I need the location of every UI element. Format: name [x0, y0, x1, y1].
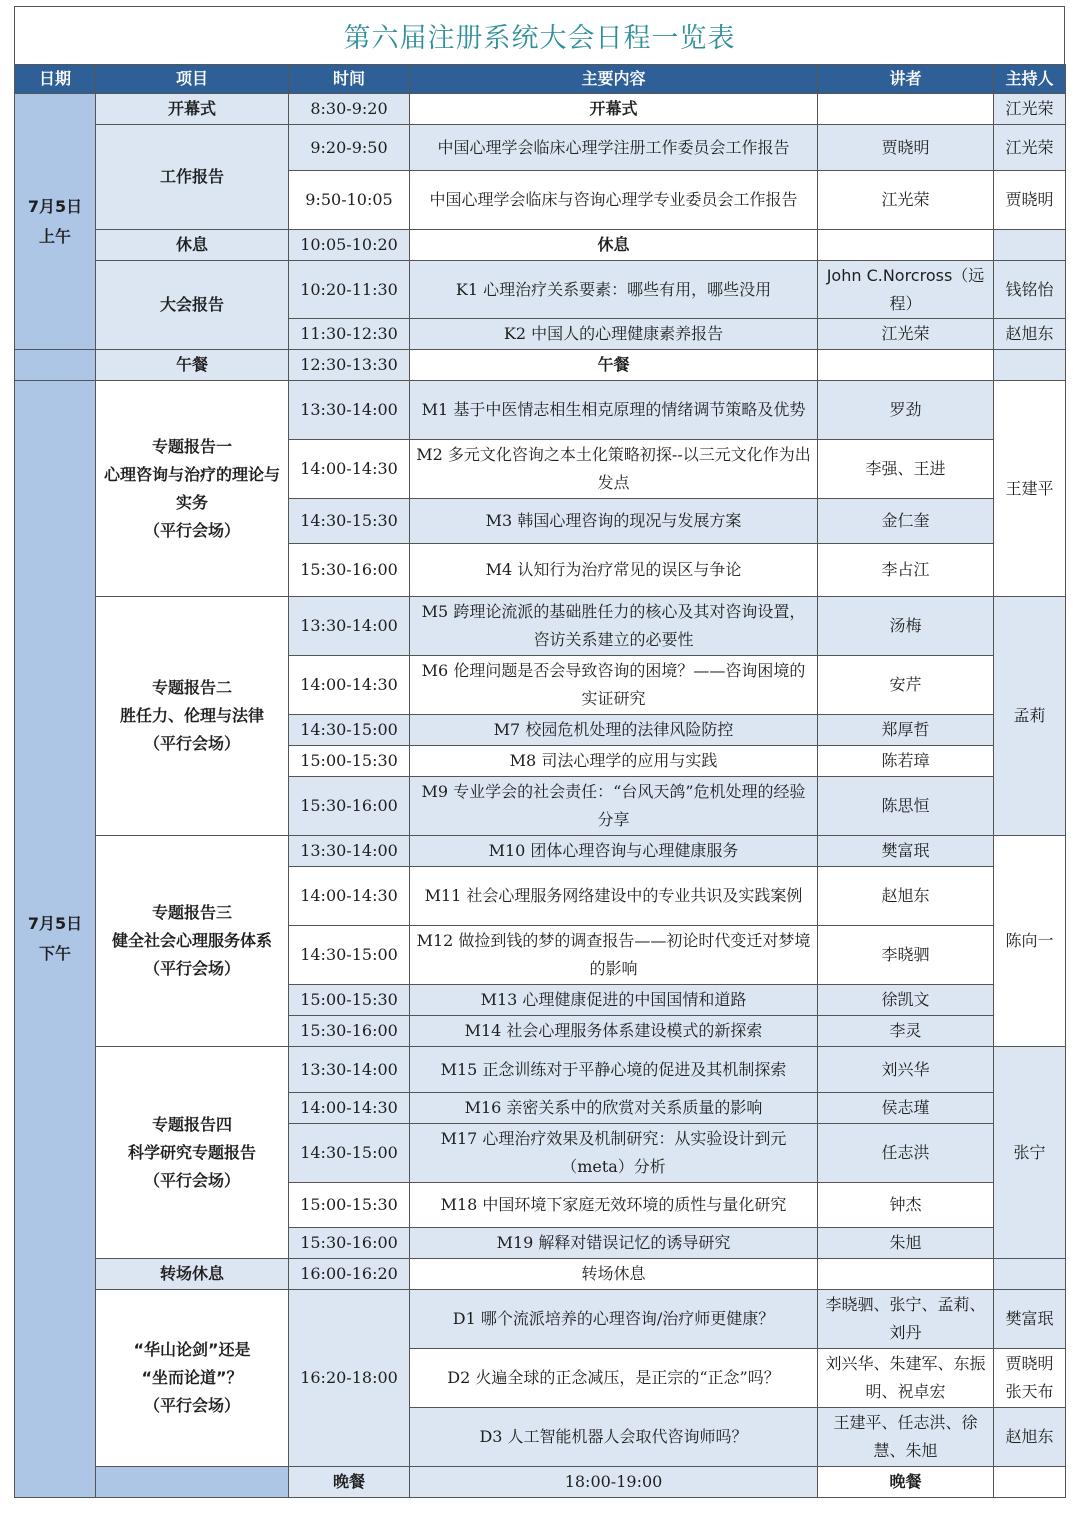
time-cell: 13:30-14:00 [289, 836, 410, 867]
item-topic2: 专题报告二 胜任力、伦理与法律 （平行会场） [96, 597, 289, 836]
speaker-cell: 刘兴华、朱建军、东振明、祝卓宏 [818, 1349, 994, 1408]
time-cell: 16:20-18:00 [289, 1290, 410, 1467]
date-afternoon: 7月5日 下午 [15, 381, 96, 1498]
item-debate: “华山论剑”还是 “坐而论道”？ （平行会场） [96, 1290, 289, 1467]
table-row [15, 1047, 1066, 1093]
time-cell: 14:30-15:00 [289, 1124, 410, 1183]
item-topic4: 专题报告四 科学研究专题报告 （平行会场） [96, 1047, 289, 1259]
host-cell: 孟莉 [994, 597, 1066, 836]
time-cell: 16:00-16:20 [289, 1259, 410, 1290]
content-cell: M9 专业学会的社会责任：“台风天鸽”危机处理的经验分享 [410, 777, 818, 836]
speaker-cell: 任志洪 [818, 1124, 994, 1183]
table-row [15, 94, 1066, 125]
content-cell: M6 伦理问题是否会导致咨询的困境？——咨询困境的实证研究 [410, 656, 818, 715]
host-cell: 江光荣 [994, 125, 1066, 171]
content-cell: M5 跨理论流派的基础胜任力的核心及其对咨询设置，咨访关系建立的必要性 [410, 597, 818, 656]
table-row [15, 1290, 1066, 1349]
speaker-cell: 罗劲 [818, 381, 994, 440]
date-blank [96, 1467, 289, 1498]
item-lunch: 午餐 [96, 350, 289, 381]
content-cell: 中国心理学会临床与咨询心理学专业委员会工作报告 [410, 171, 818, 230]
page-title: 第六届注册系统大会日程一览表 [14, 6, 1065, 64]
content-cell: M19 解释对错误记忆的诱导研究 [410, 1228, 818, 1259]
time-cell: 13:30-14:00 [289, 597, 410, 656]
host-cell: 江光荣 [994, 94, 1066, 125]
host-cell: 陈向一 [994, 836, 1066, 1047]
speaker-cell [994, 1467, 1066, 1498]
content-cell: M1 基于中医情志相生相克原理的情绪调节策略及优势 [410, 381, 818, 440]
table-row [15, 1467, 1066, 1498]
table-row [15, 350, 1066, 381]
host-cell: 贾晓明 [994, 171, 1066, 230]
speaker-cell [818, 230, 994, 261]
content-cell: 晚餐 [818, 1467, 994, 1498]
time-cell: 13:30-14:00 [289, 381, 410, 440]
speaker-cell: 郑厚哲 [818, 715, 994, 746]
time-cell: 9:50-10:05 [289, 171, 410, 230]
time-cell: 13:30-14:00 [289, 1047, 410, 1093]
host-cell: 赵旭东 [994, 1408, 1066, 1467]
time-cell: 14:30-15:00 [289, 715, 410, 746]
header-date: 日期 [15, 65, 96, 94]
time-cell: 9:20-9:50 [289, 125, 410, 171]
date-morning: 7月5日 上午 [15, 94, 96, 350]
content-cell: 午餐 [410, 350, 818, 381]
time-cell: 15:30-16:00 [289, 544, 410, 597]
speaker-cell: 金仁奎 [818, 499, 994, 544]
speaker-cell: 李占江 [818, 544, 994, 597]
time-cell: 10:05-10:20 [289, 230, 410, 261]
host-cell: 钱铭怡 [994, 261, 1066, 319]
item-dinner: 晚餐 [289, 1467, 410, 1498]
content-cell: M11 社会心理服务网络建设中的专业共识及实践案例 [410, 867, 818, 926]
content-cell: 转场休息 [410, 1259, 818, 1290]
time-cell: 14:30-15:00 [289, 926, 410, 985]
content-cell: M2 多元文化咨询之本土化策略初探--以三元文化作为出发点 [410, 440, 818, 499]
schedule-table [14, 64, 1066, 1498]
item-work-report: 工作报告 [96, 125, 289, 230]
table-row [15, 836, 1066, 867]
time-cell: 14:00-14:30 [289, 1093, 410, 1124]
content-cell: M14 社会心理服务体系建设模式的新探索 [410, 1016, 818, 1047]
content-cell: D1 哪个流派培养的心理咨询/治疗师更健康？ [410, 1290, 818, 1349]
time-cell: 15:30-16:00 [289, 1016, 410, 1047]
host-cell: 张宁 [994, 1047, 1066, 1259]
item-opening: 开幕式 [96, 94, 289, 125]
time-cell: 15:00-15:30 [289, 746, 410, 777]
speaker-cell: 李灵 [818, 1016, 994, 1047]
time-cell: 14:30-15:30 [289, 499, 410, 544]
content-cell: M13 心理健康促进的中国国情和道路 [410, 985, 818, 1016]
speaker-cell [818, 1259, 994, 1290]
speaker-cell [818, 350, 994, 381]
speaker-cell: John C.Norcross（远程） [818, 261, 994, 319]
speaker-cell: 徐凯文 [818, 985, 994, 1016]
date-blank [15, 350, 96, 381]
time-cell: 14:00-14:30 [289, 656, 410, 715]
content-cell: M16 亲密关系中的欣赏对关系质量的影响 [410, 1093, 818, 1124]
content-cell: M17 心理治疗效果及机制研究：从实验设计到元（meta）分析 [410, 1124, 818, 1183]
host-cell [994, 230, 1066, 261]
speaker-cell: 李强、王进 [818, 440, 994, 499]
time-cell: 8:30-9:20 [289, 94, 410, 125]
speaker-cell: 刘兴华 [818, 1047, 994, 1093]
speaker-cell: 安芹 [818, 656, 994, 715]
host-cell [994, 1259, 1066, 1290]
content-cell: M3 韩国心理咨询的现况与发展方案 [410, 499, 818, 544]
content-cell: M7 校园危机处理的法律风险防控 [410, 715, 818, 746]
table-row [15, 230, 1066, 261]
content-cell: M4 认知行为治疗常见的误区与争论 [410, 544, 818, 597]
content-cell: 休息 [410, 230, 818, 261]
item-plenary: 大会报告 [96, 261, 289, 350]
time-cell: 10:20-11:30 [289, 261, 410, 319]
content-cell: K1 心理治疗关系要素：哪些有用，哪些没用 [410, 261, 818, 319]
speaker-cell: 朱旭 [818, 1228, 994, 1259]
time-cell: 15:00-15:30 [289, 985, 410, 1016]
time-cell: 18:00-19:00 [410, 1467, 818, 1498]
item-topic3: 专题报告三 健全社会心理服务体系 （平行会场） [96, 836, 289, 1047]
content-cell: D3 人工智能机器人会取代咨询师吗？ [410, 1408, 818, 1467]
host-cell: 樊富珉 [994, 1290, 1066, 1349]
content-cell: M15 正念训练对于平静心境的促进及其机制探索 [410, 1047, 818, 1093]
item-transfer: 转场休息 [96, 1259, 289, 1290]
header-speaker: 讲者 [818, 65, 994, 94]
speaker-cell: 樊富珉 [818, 836, 994, 867]
content-cell: 开幕式 [410, 94, 818, 125]
host-cell: 贾晓明 张天布 [994, 1349, 1066, 1408]
speaker-cell: 陈若璋 [818, 746, 994, 777]
time-cell: 12:30-13:30 [289, 350, 410, 381]
speaker-cell: 李晓驷 [818, 926, 994, 985]
time-cell: 11:30-12:30 [289, 319, 410, 350]
content-cell: K2 中国人的心理健康素养报告 [410, 319, 818, 350]
time-cell: 15:30-16:00 [289, 1228, 410, 1259]
speaker-cell: 赵旭东 [818, 867, 994, 926]
time-cell: 15:30-16:00 [289, 777, 410, 836]
table-row [15, 125, 1066, 171]
table-row [15, 261, 1066, 319]
content-cell: D2 火遍全球的正念减压，是正宗的“正念”吗？ [410, 1349, 818, 1408]
header-content: 主要内容 [410, 65, 818, 94]
table-row [15, 597, 1066, 656]
speaker-cell: 王建平、任志洪、徐慧、朱旭 [818, 1408, 994, 1467]
content-cell: M10 团体心理咨询与心理健康服务 [410, 836, 818, 867]
content-cell: M12 做捡到钱的梦的调查报告——初论时代变迁对梦境的影响 [410, 926, 818, 985]
host-cell [994, 350, 1066, 381]
speaker-cell: 江光荣 [818, 171, 994, 230]
table-row [15, 1259, 1066, 1290]
speaker-cell [818, 94, 994, 125]
speaker-cell: 陈思恒 [818, 777, 994, 836]
content-cell: M18 中国环境下家庭无效环境的质性与量化研究 [410, 1183, 818, 1228]
speaker-cell: 江光荣 [818, 319, 994, 350]
header-time: 时间 [289, 65, 410, 94]
speaker-cell: 贾晓明 [818, 125, 994, 171]
host-cell: 王建平 [994, 381, 1066, 597]
speaker-cell: 李晓驷、张宁、孟莉、刘丹 [818, 1290, 994, 1349]
item-break: 休息 [96, 230, 289, 261]
content-cell: 中国心理学会临床心理学注册工作委员会工作报告 [410, 125, 818, 171]
schedule-sheet [14, 6, 1065, 1498]
item-topic1: 专题报告一 心理咨询与治疗的理论与实务 （平行会场） [96, 381, 289, 597]
speaker-cell: 钟杰 [818, 1183, 994, 1228]
speaker-cell: 汤梅 [818, 597, 994, 656]
table-row [15, 381, 1066, 440]
time-cell: 15:00-15:30 [289, 1183, 410, 1228]
time-cell: 14:00-14:30 [289, 440, 410, 499]
header-host: 主持人 [994, 65, 1066, 94]
content-cell: M8 司法心理学的应用与实践 [410, 746, 818, 777]
header-row [15, 65, 1066, 94]
speaker-cell: 侯志瑾 [818, 1093, 994, 1124]
time-cell: 14:00-14:30 [289, 867, 410, 926]
host-cell: 赵旭东 [994, 319, 1066, 350]
header-item: 项目 [96, 65, 289, 94]
